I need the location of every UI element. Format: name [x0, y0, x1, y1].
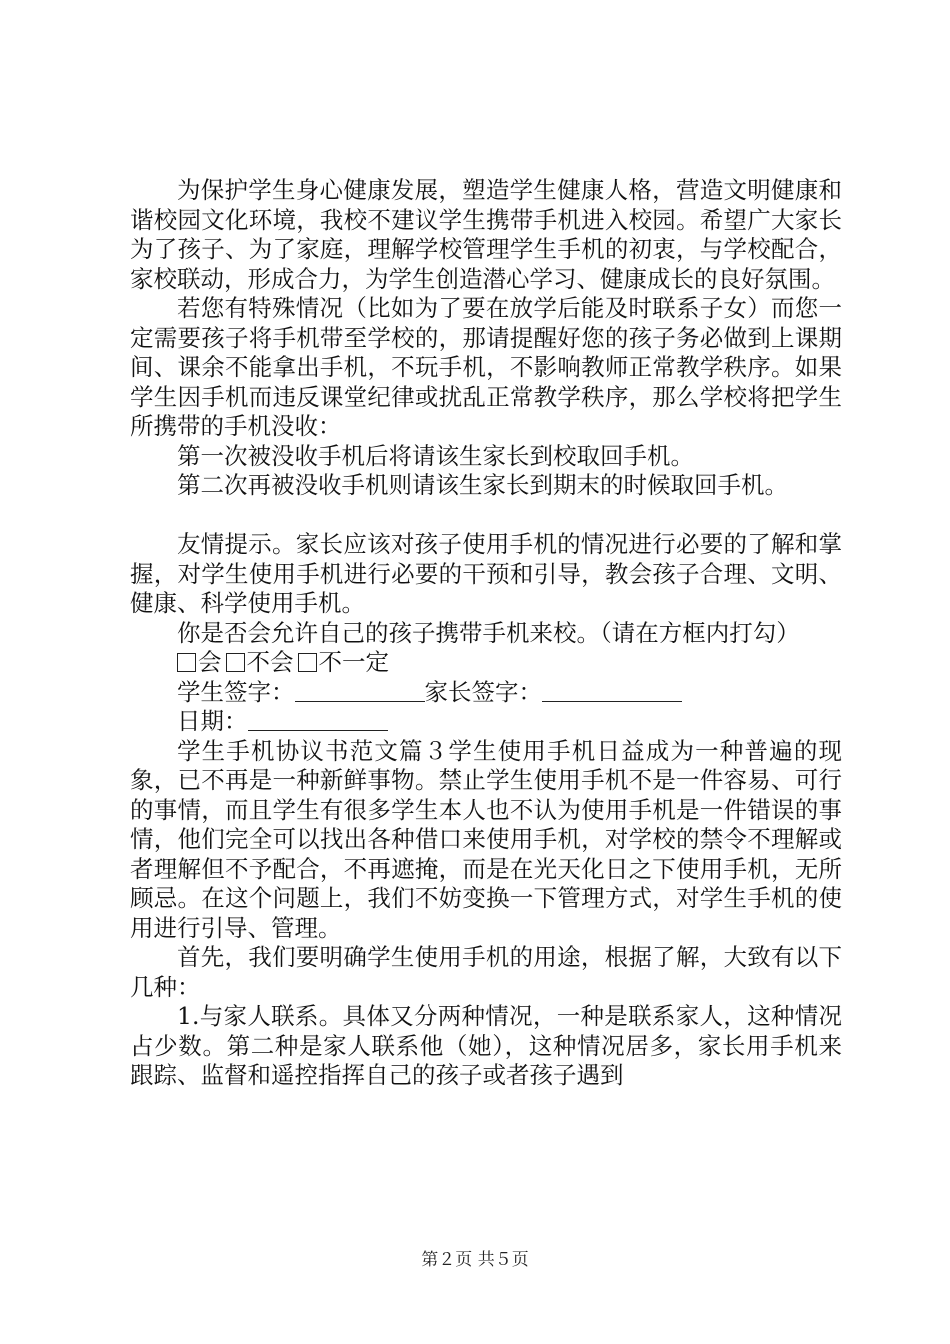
parent-signature-label: 家长签字：	[424, 677, 542, 706]
date-field[interactable]	[248, 708, 388, 731]
date-label: 日期：	[177, 707, 248, 735]
parent-signature-field[interactable]	[542, 679, 682, 702]
date-row	[130, 707, 842, 737]
document-body	[130, 176, 842, 1091]
paragraph-second-confiscation: 第二次再被没收手机则请该生家长到期末的时候取回手机。	[177, 471, 788, 499]
checkbox-yes[interactable]	[177, 653, 196, 672]
paragraph-first-step: 首先，我们要明确学生使用手机的用途，根据了解，大致有以下几种：	[130, 943, 842, 1001]
option-no-label: 不会	[246, 648, 294, 676]
checkbox-no[interactable]	[226, 653, 245, 672]
paragraph-first-confiscation: 第一次被没收手机后将请该生家长到校取回手机。	[177, 441, 694, 470]
paragraph-intro: 为保护学生身心健康发展，塑造学生健康人格，营造文明健康和谐校园文化环境，我校不建议学生携带手机进入校园。希望广大家长为了孩子、为了家庭，理解学校管理学生手机的初衷，与学校配合，家校联动，形成合力，为学生创造潜心学习、健康成长的良好氛围。	[130, 176, 842, 293]
student-signature-field[interactable]	[295, 679, 425, 702]
paragraph-friendly-tip: 友情提示。家长应该对孩子使用手机的情况进行必要的了解和掌握，对学生使用手机进行必要的干预和引导，教会孩子合理、文明、健康、科学使用手机。	[130, 530, 842, 617]
paragraph-question: 你是否会允许自己的孩子携带手机来校。（请在方框内打勾）	[177, 618, 800, 647]
paragraph-sample-3: 学生手机协议书范文篇３学生使用手机日益成为一种普遍的现象，已不再是一种新鲜事物。禁止学生使用手机不是一件容易、可行的事情，而且学生有很多学生本人也不认为使用手机是一件错误的事情，他们完全可以找出各种借口来使用手机，对学校的禁令不理解或者理解但不予配合，不再遮掩，而是在光天化日之下使用手机，无所顾忌。在这个问题上，我们不妨变换一下管理方式，对学生手机的使用进行引导、管理。	[130, 736, 842, 942]
page-footer: 第２页 共５页	[421, 1250, 529, 1270]
option-yes-label: 会	[198, 648, 222, 676]
paragraph-usage-1: 1.与家人联系。具体又分两种情况，一种是联系家人，这种情况占少数。第二种是家人联系他（她），这种情况居多，家长用手机来跟踪、监督和遥控指挥自己的孩子或者孩子遇到	[130, 1002, 842, 1089]
checkbox-unsure[interactable]	[298, 653, 317, 672]
blank-line	[130, 501, 842, 531]
student-signature-label: 学生签字：	[177, 677, 295, 706]
option-row	[130, 648, 842, 678]
paragraph-special-case: 若您有特殊情况（比如为了要在放学后能及时联系子女）而您一定需要孩子将手机带至学校的，那请提醒好您的孩子务必做到上课期间、课余不能拿出手机，不玩手机，不影响教师正常教学秩序。如果学生因手机而违反课堂纪律或扰乱正常教学秩序，那么学校将把学生所携带的手机没收：	[130, 294, 842, 440]
option-unsure-label: 不一定	[318, 648, 389, 676]
signature-row	[130, 678, 842, 708]
